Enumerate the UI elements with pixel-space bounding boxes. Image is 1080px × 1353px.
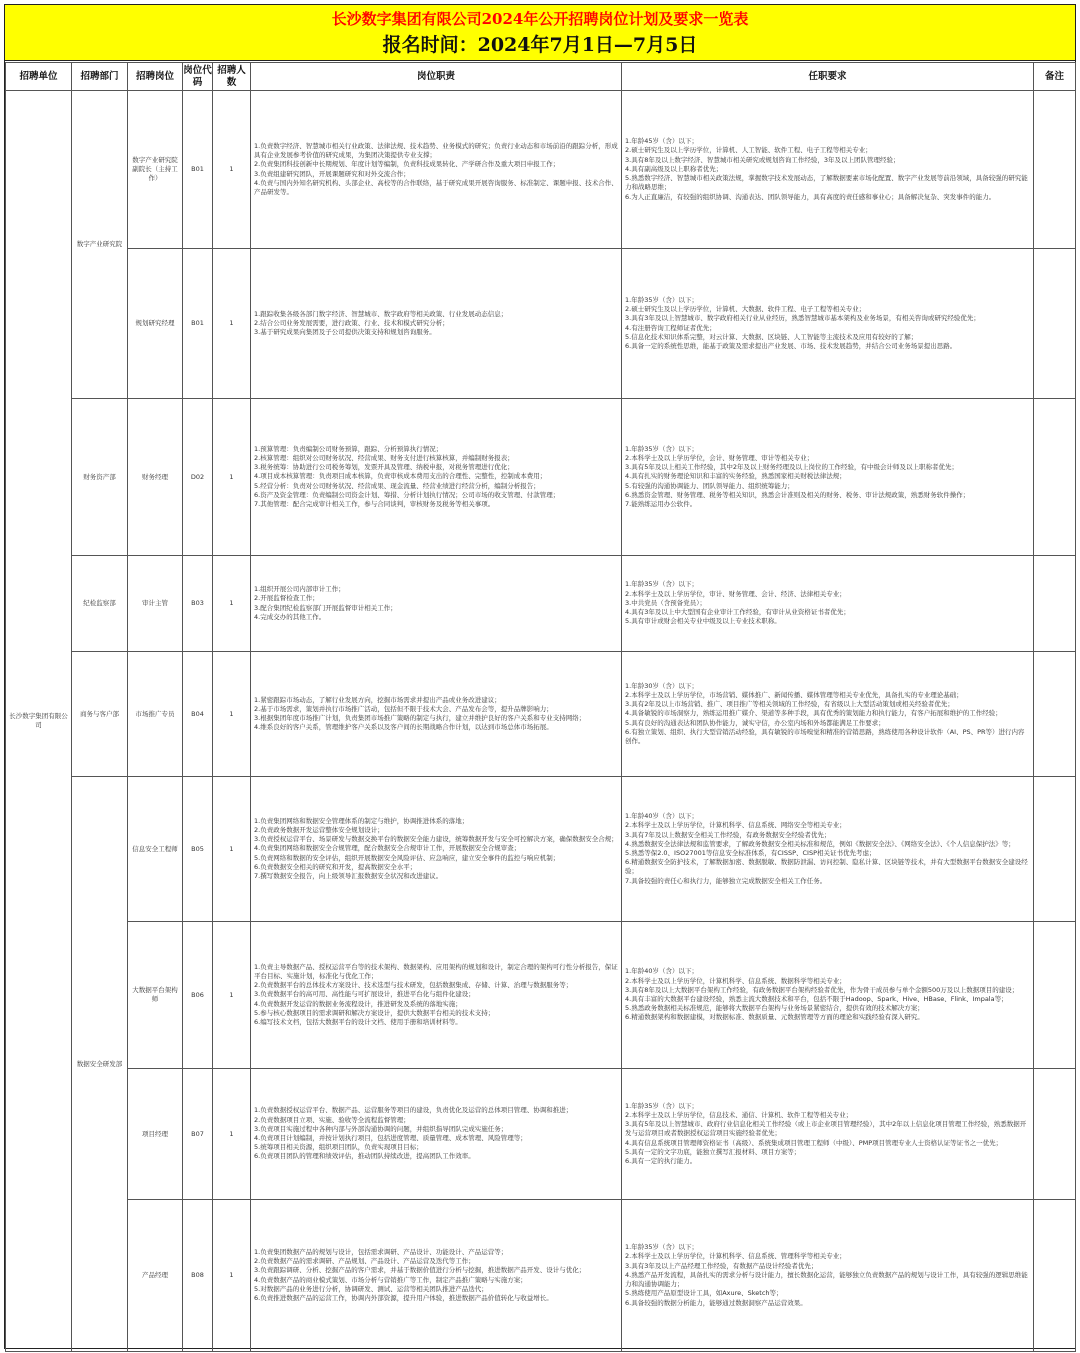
requirement-line: 5.熟悉等保2.0、ISO27001等信息安全标准体系，有CISSP、CISP相关证书优先考虑； (625, 849, 876, 857)
position-cell: 数字产业研究院副院长（主持工作） (128, 91, 183, 249)
requirements-cell (622, 556, 1034, 652)
requirement-line: 1.年龄35岁（含）以下； (625, 444, 698, 453)
position-code-cell: B03 (183, 556, 213, 652)
requirement-line: 4.熟悉产品开发流程，具备扎实的需求分析与设计能力，擅长数据化运营，能够独立负责数据产品的规划与设计工作，具有较强的逻辑思维能力和沟通协调能力； (625, 1270, 1028, 1289)
requirement-line: 6.精通数据安全防护技术，了解数据加密、数据脱敏、数据防泄漏、访问控制、隐私计算、区块链等技术，并有大型数据平台数据安全建设经验； (625, 858, 1028, 876)
requirement-line: 3.具有3年及以上智慧城市、数字政府相关行业从业经历，熟悉智慧城市基本架构及业务场景，有相关咨询或研究经验优先； (625, 314, 980, 323)
requirement-line: 2.本科学士及以上学历学位，计算机科学、信息系统、网络安全等相关专业； (625, 821, 846, 830)
department-cell: 数字产业研究院 (72, 91, 128, 399)
title-banner (5, 5, 1075, 61)
duty-line: 1.负责数据授权运营平台、数据产品、运营服务等项目的建设，负责优化及运营的总体项目管理、协调和推进； (254, 1106, 573, 1115)
duty-line: 1.紧密跟踪市场动态，了解行业发展方向，挖掘市场需求并提出产品或业务改进建议； (254, 695, 501, 704)
position-cell: 财务经理 (128, 399, 183, 556)
requirement-line: 1.年龄40岁（含）以下； (625, 812, 698, 821)
department-cell: 财务资产部 (72, 399, 128, 556)
duties-cell (251, 652, 622, 777)
table-row (6, 652, 1076, 777)
duty-line: 1.跟踪收集各级各部门数字经济、智慧城市、数字政府等相关政策、行业发展动态信息； (254, 309, 508, 318)
position-cell: 信息安全工程师 (128, 777, 183, 922)
requirement-line: 6.具有一定的执行能力。 (625, 1157, 697, 1165)
duty-line: 3.负责项目实施过程中各种内部与外部沟通协调的问题，并组织指导团队完成实施任务； (254, 1124, 508, 1133)
table-row (6, 922, 1076, 1069)
duty-line: 2.基于市场需求，策划并执行市场推广活动，包括但不限于技术大会、产品发布会等，提升品牌影响力； (254, 704, 553, 713)
notes-cell (1034, 922, 1076, 1069)
requirement-line: 1.年龄35岁（含）以下； (625, 295, 698, 304)
duty-line: 2.负责数据产品的需求调研、产品规划、产品设计、产品运营及迭代等工作； (254, 1257, 475, 1266)
document-title: 长沙数字集团有限公司2024年公开招聘岗位计划及要求一览表 (331, 10, 749, 28)
requirement-line: 6.具备一定的系统性思维，能基于政策及需求提出产业发展、市场、技术发展趋势，并结合公司业务场景提出思路。 (625, 341, 957, 350)
table-row (6, 249, 1076, 399)
requirement-line: 4.具有丰富的大数据平台建设经验，熟悉主流大数据技术和平台，包括不限于Hadoop、Spark、Hive、HBase、Flink、Impala等； (625, 995, 1008, 1003)
duty-line: 2.负责集团科技创新中长期规划、年度计划等编制，负责科技成果转化、产学研合作及重大项目申报工作； (254, 160, 560, 169)
duty-line: 7.其他管理：配合完成审计相关工作，参与合同谈判，审核财务及税务等相关事项。 (254, 500, 495, 508)
duty-line: 1.组织开展公司内部审计工作； (254, 585, 345, 594)
requirement-line: 3.具有7年及以上数据安全相关工作经验，有政务数据安全经验者优先； (625, 830, 831, 839)
table-row (6, 1069, 1076, 1200)
requirement-line: 6.为人正直廉洁，有较强的组织协调、沟通表达、团队领导能力，具有高度的责任感和事业心；具备解决复杂、突发事件的能力。 (625, 192, 996, 201)
duties-cell (251, 922, 622, 1069)
hire-count-cell: 1 (213, 91, 251, 249)
header-row (6, 63, 1076, 91)
requirement-line: 1.年龄35岁（含）以下； (625, 1243, 698, 1252)
requirement-line: 4.具备敏锐的市场洞察力，熟练运用推广媒介、渠道等多种手段，具有优秀的策划能力和执行能力，有客户拓展和维护的工作经验； (625, 709, 1002, 718)
hire-count-cell: 1 (213, 922, 251, 1069)
requirement-line: 3.具有2年及以上市场营销、推广、项目推广等相关领域的工作经验，有省级以上大型活动策划或相关经验者优先； (625, 700, 954, 709)
duty-line: 6.负责推进数据产品的运营工作，协调内外部资源，提升用户体验，推进数据产品价值转化与收益增长。 (254, 1293, 553, 1302)
requirements-cell (622, 922, 1034, 1069)
document-page (4, 4, 1076, 1349)
registration-period: 报名时间：2024年7月1日—7月5日 (382, 34, 698, 56)
duty-line: 3.配合集团纪检监察部门开展监督审计相关工作； (254, 603, 397, 612)
requirement-line: 5.具有良好的沟通表达和团队协作能力，诚实守信，办公室内场和外场都能满足工作要求； (625, 718, 885, 727)
position-code-cell: B01 (183, 91, 213, 249)
header-duties: 岗位职责 (251, 63, 622, 91)
position-code-cell: B08 (183, 1200, 213, 1352)
requirement-line: 2.本科学士及以上学历学位，计算机科学、信息系统、数据科学等相关专业； (625, 976, 846, 985)
requirement-line: 3.中共党员（含预备党员）； (625, 598, 706, 607)
header-position: 招聘岗位 (128, 63, 183, 91)
requirements-cell (622, 399, 1034, 556)
table-row (6, 1200, 1076, 1352)
requirement-line: 2.硕士研究生及以上学历学位，计算机、大数据、软件工程、电子工程等相关专业； (625, 305, 866, 314)
requirement-line: 4.有注册咨询工程师证者优先； (625, 323, 716, 332)
requirements-cell (622, 777, 1034, 922)
requirements-cell (622, 91, 1034, 249)
header-department: 招聘部门 (72, 63, 128, 91)
department-cell: 商务与客户部 (72, 652, 128, 777)
duty-line: 3.负责跟踪调研、分析、挖掘产品的客户需求，并基于数据价值进行分析与挖掘，推进数据产品开发、设计与优化； (254, 1266, 586, 1275)
requirement-line: 4.熟悉数据安全法律法规和监管要求，了解政务数据安全相关标准和规范，例如《数据安全法》、《网络安全法》、《个人信息保护法》等； (625, 839, 1015, 848)
duty-line: 6.负责数据安全相关的研究和开发，提高数据安全水平； (254, 862, 417, 871)
requirement-line: 5.熟悉政务数据相关标准规范，能够将大数据平台架构与业务场景紧密结合，提供有效的技术解决方案； (625, 1004, 924, 1013)
duty-line: 4.项目成本核算管理：负责项目成本核算，负责审核成本费用支出的合理性、完整性，控制成本费用； (254, 472, 547, 481)
requirements-cell (622, 652, 1034, 777)
duty-line: 1.负责集团数据产品的规划与设计，包括需求调研、产品设计、功能设计、产品运营等； (254, 1247, 508, 1256)
table-row (6, 399, 1076, 556)
position-cell: 市场推广专员 (128, 652, 183, 777)
header-requirements: 任职要求 (622, 63, 1034, 91)
requirement-line: 2.本科学士及以上学历学位，信息技术、通信、计算机、软件工程等相关专业； (625, 1110, 853, 1119)
notes-cell (1034, 249, 1076, 399)
hire-count-cell: 1 (213, 1200, 251, 1352)
requirement-line: 6.精通数据架构和数据建模，对数据标准、数据质量、元数据管理等方面的理论和实践经验有深入研究。 (625, 1013, 924, 1022)
requirement-line: 7.具备较强的责任心和执行力，能够独立完成数据安全相关工作任务。 (625, 876, 827, 885)
header-unit: 招聘单位 (6, 63, 72, 91)
duty-line: 5.对数据产品的业务进行分析，协调研发、测试、运营等相关团队推进产品迭代； (254, 1284, 488, 1293)
requirement-line: 2.本科学士及以上学历学位，计算机科学、信息系统、管理科学等相关专业； (625, 1252, 846, 1261)
duty-line: 5.统筹项目相关资源，组织项目团队，负责实现项目目标； (254, 1143, 423, 1152)
requirements-cell (622, 249, 1034, 399)
position-cell: 产品经理 (128, 1200, 183, 1352)
duty-line: 5.负责网络和数据的安全评估，组织开展数据安全风险评估、应急响应，建立安全事件的监控与响应机制； (254, 853, 560, 862)
department-cell: 纪检监察部 (72, 556, 128, 652)
requirement-line: 4.具有扎实的财务理论知识和丰富的实务经验，熟悉国家相关财税法律法规； (625, 472, 846, 481)
notes-cell (1034, 652, 1076, 777)
duty-line: 3.负责授权运营平台、场景研发与数据交换平台的数据安全能力建设，统筹数据开发与安全可控解决方案，确保数据安全合规； (254, 835, 618, 844)
duties-cell (251, 399, 622, 556)
duty-line: 4.负责集团网络和数据安全合规管理，配合数据安全合规审计工作，开展数据安全合规审查； (254, 844, 521, 853)
duty-line: 6.资产及资金管理：负责编制公司资金计划、筹措、分析计划执行情况；公司市场的收支管理、付款管理； (254, 490, 560, 499)
recruitment-table (5, 62, 1076, 1352)
requirement-line: 7.能熟练运用办公软件。 (625, 500, 697, 508)
duty-line: 3.基于研究成果向集团及子公司提供决策支持和规划咨询服务。 (254, 328, 436, 337)
requirement-line: 3.具有5年及以上相关工作经验，其中2年及以上财务经理及以上岗位的工作经验，有中级会计师及以上职称者优先； (625, 463, 958, 472)
requirement-line: 5.熟练使用产品原型设计工具，如Axure、Sketch等； (625, 1289, 783, 1298)
duties-cell (251, 1069, 622, 1200)
duty-line: 1.预算管理：负责编制公司财务预算，跟踪、分析预算执行情况； (254, 444, 443, 453)
position-code-cell: B04 (183, 652, 213, 777)
position-cell: 大数据平台架构师 (128, 922, 183, 1069)
department-cell: 数据安全研发部 (72, 777, 128, 1352)
duty-line: 2.结合公司业务发展需要，进行政策、行业、技术和模式研究分析； (254, 318, 449, 327)
requirement-line: 5.熟悉数字经济、智慧城市相关政策法规，掌握数字技术发展动态，了解数据要素市场化配置、数字产业发展等前沿领域，具备较强的研究能力和战略思维； (625, 174, 1028, 192)
duty-line: 5.经营分析：负责对公司财务状况、经营成果、现金流量、经营业绩进行经营分析，编制分析报告； (254, 481, 540, 490)
requirement-line: 1.年龄45岁（含）以下； (625, 137, 698, 146)
position-cell: 规划研究经理 (128, 249, 183, 399)
requirement-line: 5.具有审计或财会相关专业中级及以上专业技术职称。 (625, 617, 781, 626)
notes-cell (1034, 399, 1076, 556)
hire-count-cell: 1 (213, 556, 251, 652)
notes-cell (1034, 1200, 1076, 1352)
duties-cell (251, 1200, 622, 1352)
hire-count-cell: 1 (213, 777, 251, 922)
hire-count-cell: 1 (213, 652, 251, 777)
position-code-cell: B06 (183, 922, 213, 1069)
position-code-cell: B07 (183, 1069, 213, 1200)
notes-cell (1034, 556, 1076, 652)
requirement-line: 4.具有信息系统项目管理师资格证书（高级）、系统集成项目管理工程师（中级）、PMP项目管理专业人士资格认证等证书之一优先； (625, 1138, 1003, 1147)
duties-cell (251, 777, 622, 922)
duty-line: 2.负责政务数据开发运营整体安全规划设计； (254, 825, 384, 834)
duties-cell (251, 556, 622, 652)
requirement-line: 4.具有副高级及以上职称者优先； (625, 164, 723, 173)
requirement-line: 2.本科学士及以上学历学位，市场营销、媒体推广、新闻传播、媒体管理等相关专业优先，具备扎实的专业理论基础； (625, 690, 963, 699)
requirement-line: 1.年龄30岁（含）以下； (625, 681, 698, 690)
header-code: 岗位代码 (183, 63, 213, 91)
duty-line: 7.撰写数据安全报告，向上级领导汇报数据安全状况和改进建议。 (254, 872, 443, 880)
requirement-line: 3.具有8年及以上大数据平台架构工作经验，有政务数据平台架构经验者优先，作为骨干成员参与单个金额500万及以上数据项目的建设； (625, 985, 1019, 994)
duty-line: 3.负责组建研究团队，开展课题研究和对外交流合作； (254, 169, 410, 178)
duty-line: 5.参与核心数据项目的需求调研和解决方案设计，提供大数据平台相关的技术支持； (254, 1008, 495, 1017)
hire-count-cell: 1 (213, 399, 251, 556)
duty-line: 2.开展监督检查工作； (254, 594, 319, 603)
requirement-line: 6.熟悉资金管理、财务管理、税务等相关知识，熟悉会计准则及相关的财务、税务、审计法规政策，熟悉财务软件操作； (625, 490, 970, 499)
duty-line: 2.负责数据平台的总体技术方案设计、技术选型与技术研发，包括数据集成、存储、计算、治理与数据服务等； (254, 981, 573, 990)
duty-line: 1.负责集团网络和数据安全管理体系的制定与维护，协调推进体系的落地； (254, 816, 469, 825)
requirement-line: 6.具备较强的数据分析能力，能够通过数据洞察产品运营效果。 (625, 1298, 807, 1307)
position-code-cell: B01 (183, 249, 213, 399)
requirement-line: 1.年龄35岁（含）以下； (625, 1101, 698, 1110)
unit-cell: 长沙数字集团有限公司 (6, 91, 72, 1352)
hire-count-cell: 1 (213, 249, 251, 399)
requirement-line: 2.本科学士及以上学历学位，审计、财务管理、会计、经济、法律相关专业； (625, 589, 846, 598)
duty-line: 3.税务统筹：协助进行公司税务筹划，发票开具及管理、纳税申报，对税务管理进行优化； (254, 463, 514, 472)
duty-line: 3.根据集团年度市场推广计划，负责集团市场推广策略的制定与执行，建立并维护良好的客户关系和专业支持网络； (254, 714, 586, 722)
requirement-line: 5.信息化技术知识体系完整，对云计算、大数据、区块链、人工智能等主流技术及应用有较好的了解； (625, 332, 918, 341)
duty-line: 1.负责数字经济、智慧城市相关行业政策、法律法规、技术趋势、业务模式的研究；负责行业动态和市场前沿的跟踪分析，形成具有企业发展参考价值的研究成果，为集团决策提供专业支撑； (254, 141, 618, 160)
duty-line: 4.维系良好的客户关系，管理维护客户关系以及客户间的长期战略合作计划，以达到市场总体市场拓展。 (254, 723, 553, 732)
requirement-line: 4.具有3年及以上中大型国有企业审计工作经验，有审计从业资格证书者优先； (625, 608, 850, 617)
duty-line: 4.完成交办的其他工作。 (254, 612, 326, 621)
position-cell: 项目经理 (128, 1069, 183, 1200)
duty-line: 4.负责数据开发运营的数据业务流程设计，推进研发及系统的落地实施； (254, 999, 462, 1008)
requirement-line: 3.具有5年及以上智慧城市、政府行业信息化相关工作经验（或上市企业项目管理经验），其中2年以上信息化项目管理工作经验，熟悉数据开发与运营项目或者数据授权运营项目实施经验者优先； (625, 1120, 1027, 1138)
notes-cell (1034, 777, 1076, 922)
duty-line: 2.核算管理：组织对公司财务状况、经营成果、财务支付进行核算核算，并编制财务报表； (254, 453, 514, 462)
requirement-line: 3.具有8年及以上数字经济、智慧城市相关研究或规划咨询工作经验，3年及以上团队管理经验； (625, 155, 900, 164)
header-notes: 备注 (1034, 63, 1076, 91)
position-code-cell: D02 (183, 399, 213, 556)
duty-line: 1.负责主导数据产品、授权运营平台等的技术架构、数据架构、应用架构的规划和设计，制定合理的架构可行性分析报告，保证平台目标、实施计划，标准化与优化工作； (254, 962, 618, 980)
hire-count-cell: 1 (213, 1069, 251, 1200)
table-row (6, 91, 1076, 249)
duty-line: 3.负责数据平台的高可用、高性能与可扩展设计，推进平台化与组件化建设； (254, 990, 475, 999)
requirement-line: 2.硕士研究生及以上学历学位，计算机、人工智能、软件工程、电子工程等相关专业； (625, 146, 872, 155)
duty-line: 6.编写技术文档，包括大数据平台的设计文档、使用手册和培训材料等。 (254, 1018, 462, 1026)
requirement-line: 3.具有3年及以上产品经理工作经验，有数据产品设计经验者优先； (625, 1261, 818, 1270)
duty-line: 4.负责数据产品的商业模式策划、市场分析与营销推广等工作，制定产品推广策略与实施方案； (254, 1275, 527, 1284)
requirements-cell (622, 1069, 1034, 1200)
duty-line: 4.负责项目计划编制，并按计划执行项目，包括进度管理、质量管理、成本管理、风险管理等； (254, 1134, 527, 1142)
requirement-line: 5.有较强的沟通协调能力、团队领导能力、组织统筹能力； (625, 481, 794, 490)
table-row (6, 777, 1076, 922)
duty-line: 6.负责项目团队的管理和绩效评估，推动团队持续改进，提高团队工作效率。 (254, 1152, 475, 1161)
position-cell: 审计主管 (128, 556, 183, 652)
header-count: 招聘人数 (213, 63, 251, 91)
notes-cell (1034, 1069, 1076, 1200)
requirement-line: 2.本科学士及以上学历学位，会计、财务管理、审计等相关专业； (625, 453, 814, 462)
position-code-cell: B05 (183, 777, 213, 922)
duties-cell (251, 91, 622, 249)
table-row (6, 556, 1076, 652)
requirement-line: 1.年龄35岁（含）以下； (625, 580, 698, 589)
duties-cell (251, 249, 622, 399)
requirements-cell (622, 1200, 1034, 1352)
requirement-line: 5.具有一定的文字功底，能独立撰写汇报材料、项目方案等； (625, 1147, 801, 1156)
duty-line: 2.负责数据项目立项、实施、验收等全流程监督管理； (254, 1115, 410, 1124)
duty-line: 4.负责与国内外知名研究机构、头部企业、高校等的合作联络，基于研究成果开展咨询服务、标准制定、课题申报、技术合作、产品研发等。 (254, 178, 618, 196)
notes-cell (1034, 91, 1076, 249)
requirement-line: 1.年龄40岁（含）以下； (625, 967, 698, 976)
requirement-line: 6.有独立策划、组织、执行大型营销活动经验，具有敏锐的市场嗅觉和精准的营销思路，熟练使用各种设计软件（AI、PS、PR等）进行内容创作。 (625, 727, 1025, 745)
